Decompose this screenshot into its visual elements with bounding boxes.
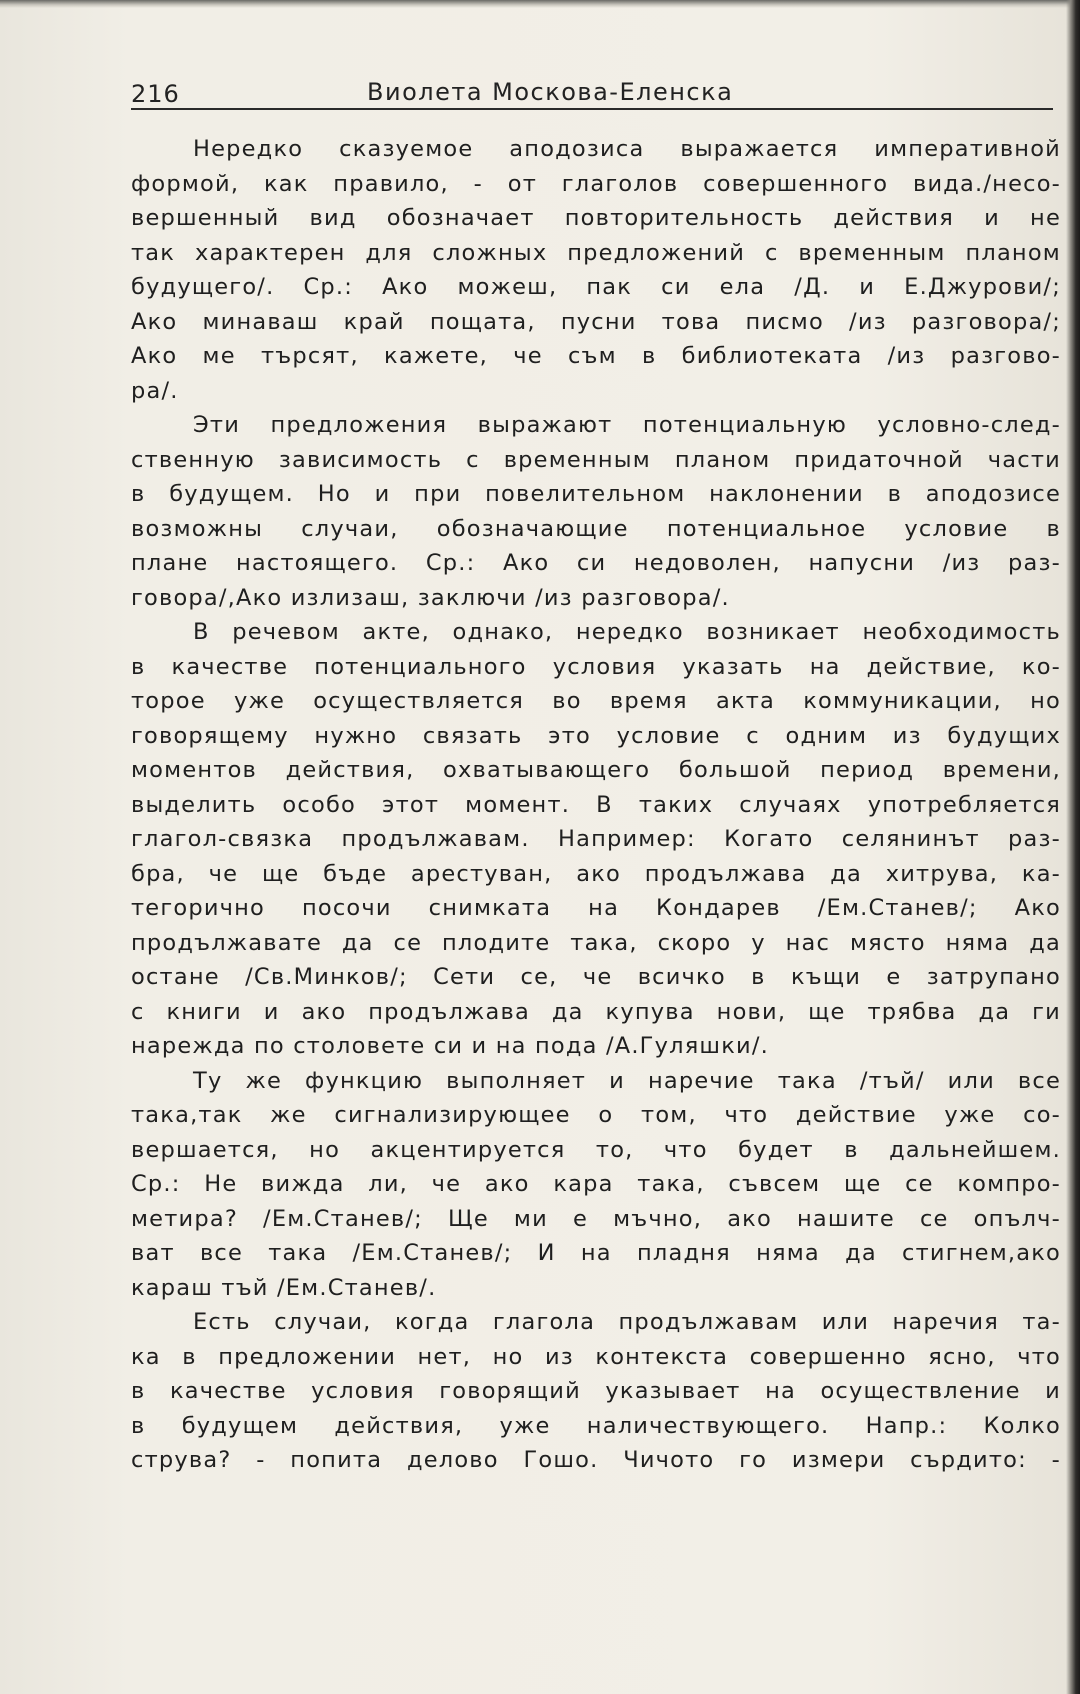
page-number: 216 <box>131 80 180 108</box>
text-line: в будущем. Но и при повелительном наклонении в аподозисе <box>131 481 1061 507</box>
text-line: ват все така /Ем.Станев/; И на пладня няма да стигнем,ако <box>131 1240 1061 1266</box>
text-line: говора/,Ако излизаш, заключи /из разговора/. <box>131 584 730 611</box>
text-line: Эти предложения выражают потенциальную условно-след- <box>193 412 1061 438</box>
text-line: плане настоящего. Ср.: Ако си недоволен, напусни /из раз- <box>131 550 1061 576</box>
text-line: Ако ме търсят, кажете, че съм в библиотеката /из разгово- <box>131 343 1061 369</box>
text-line: метира? /Ем.Станев/; Ще ми е мъчно, ако нашите се опълч- <box>131 1205 1061 1232</box>
text-line: Ако минаваш край пощата, пусни това писмо /из разговора/; <box>131 308 1061 335</box>
text-line: говорящему нужно связать это условие с одним из будущих <box>131 722 1061 749</box>
text-line: остане /Св.Минков/; Сети се, че всичко в къщи е затрупано <box>131 964 1061 990</box>
text-line: ра/. <box>131 377 179 404</box>
text-line: струва? - попита делово Гошо. Чичото го измери сърдито: - <box>131 1447 1061 1473</box>
text-line: вершается, но акцентируется то, что будет в дальнейшем. <box>131 1136 1061 1163</box>
text-line: торое уже осуществляется во время акта коммуникации, но <box>131 688 1061 714</box>
text-line: так характерен для сложных предложений с временным планом <box>131 239 1061 266</box>
text-line: возможны случаи, обозначающие потенциальное условие в <box>131 515 1061 542</box>
text-line: Ту же функцию выполняет и наречие така /тъй/ или все <box>193 1067 1061 1094</box>
text-line: будущего/. Ср.: Ако можеш, пак си ела /Д. и Е.Джурови/; <box>131 274 1061 300</box>
text-line: В речевом акте, однако, нередко возникает необходимость <box>193 619 1061 645</box>
text-line: бра, че ще бъде арестуван, ако продължава да хитрува, ка- <box>131 860 1061 887</box>
text-line: продължавате да се плодите така, скоро у нас място няма да <box>131 929 1061 956</box>
text-line: формой, как правило, - от глаголов совершенного вида./несо- <box>131 170 1061 197</box>
text-line: в качестве потенциального условия указать на действие, ко- <box>131 653 1061 680</box>
text-line: Есть случаи, когда глагола продължавам или наречия та- <box>193 1309 1061 1335</box>
text-line: вершенный вид обозначает повторительность действия и не <box>131 205 1061 231</box>
text-line: тегорично посочи снимката на Кондарев /Ем.Станев/; Ако <box>131 895 1061 921</box>
book-spine-edge <box>1066 0 1080 1694</box>
text-line: ка в предложении нет, но из контекста совершенно ясно, что <box>131 1343 1061 1370</box>
text-line: Ср.: Не виждa ли, че ако кара така, съвсем ще се компро- <box>131 1171 1061 1197</box>
running-head: Виолета Москова-Еленска <box>367 78 734 106</box>
text-line: глагол-связка продължавам. Например: Когато селянинът раз- <box>131 826 1061 852</box>
text-line: нарежда по столовете си и на пода /А.Гуляшки/. <box>131 1033 769 1059</box>
text-line: ственную зависимость с временным планом придаточной части <box>131 446 1061 473</box>
text-line: моментов действия, охватывающего большой период времени, <box>131 757 1061 783</box>
page-header <box>131 78 1053 110</box>
text-line: в будущем действия, уже наличествующего. Напр.: Колко <box>131 1412 1061 1439</box>
scan-top-shadow <box>0 0 1080 8</box>
text-line: выделить особо этот момент. В таких случаях употребляется <box>131 791 1061 818</box>
text-line: караш тъй /Ем.Станев/. <box>131 1274 437 1301</box>
text-line: в качестве условия говорящий указывает на осуществление и <box>131 1378 1061 1404</box>
text-line: Нередко сказуемое аподозиса выражается императивной <box>193 136 1061 162</box>
body-text <box>131 132 1061 1478</box>
text-line: така,так же сигнализирующее о том, что действие уже со- <box>131 1102 1061 1128</box>
text-line: с книги и ако продължава да купува нови, ще трябва да ги <box>131 998 1061 1025</box>
